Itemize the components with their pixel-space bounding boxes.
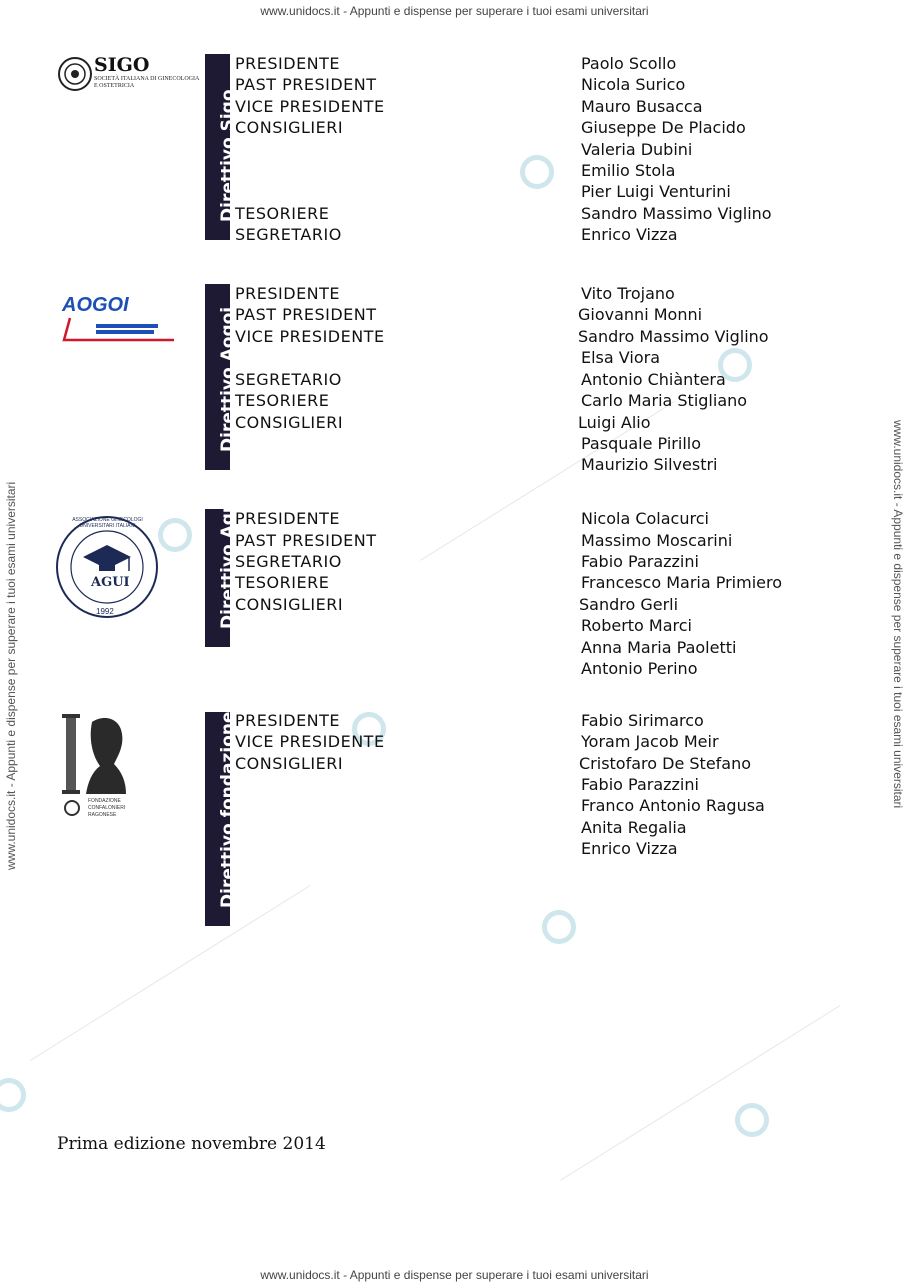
edition-note: Prima edizione novembre 2014 [57, 1134, 326, 1154]
member-name: Vito Trojano [581, 284, 675, 303]
member-name: Luigi Alio [578, 413, 651, 432]
role-label: VICE PRESIDENTE [235, 732, 385, 751]
section-fondazione [0, 710, 909, 930]
role-label: PRESIDENTE [235, 711, 341, 730]
role-label: CONSIGLIERI [235, 754, 344, 773]
role-label: PAST PRESIDENT [235, 305, 377, 324]
watermark-line [560, 1005, 840, 1181]
member-name: Yoram Jacob Meir [581, 732, 719, 751]
sigo-logo-text: SIGO [94, 54, 150, 76]
watermark-logo-icon [0, 1078, 26, 1112]
member-name: Franco Antonio Ragusa [581, 796, 765, 815]
role-label: SEGRETARIO [235, 225, 342, 244]
member-name: Cristofaro De Stefano [579, 754, 752, 773]
watermark-left: www.unidocs.it - Appunti e dispense per superare i tuoi esami universitari [4, 481, 18, 870]
member-name: Mauro Busacca [581, 97, 703, 116]
aogoi-logo-text: AOGOI [62, 294, 129, 316]
member-name: Anna Maria Paoletti [581, 638, 737, 657]
fondazione-logo-text: FONDAZIONE CONFALONIERI RAGONESE [88, 798, 126, 818]
member-name: Sandro Massimo Viglino [581, 204, 772, 223]
section-bar-sigo [205, 54, 238, 240]
member-name: Fabio Parazzini [581, 775, 699, 794]
agui-logo-ring: ASSOCIAZIONE GINECOLOGI UNIVERSITARI ITALIANI [72, 517, 143, 529]
role-label: VICE PRESIDENTE [235, 327, 385, 346]
section-bar-label: Direttivo Sigo [217, 89, 238, 222]
role-label: CONSIGLIERI [235, 595, 344, 614]
section-aogoi [0, 282, 909, 472]
section-bar-label: Direttivo fondazione [217, 711, 238, 908]
agui-seal-icon [55, 515, 160, 620]
agui-logo [55, 515, 160, 620]
section-bar-label: Direttivo Aogoi [217, 306, 238, 452]
member-name: Antonio Perino [581, 659, 698, 678]
role-label: SEGRETARIO [235, 370, 342, 389]
member-name: Francesco Maria Primiero [581, 573, 783, 592]
role-label: SEGRETARIO [235, 552, 342, 571]
watermark-bottom: www.unidocs.it - Appunti e dispense per superare i tuoi esami universitari [260, 1268, 649, 1282]
agui-logo-year: 1992 [96, 607, 114, 616]
role-label: PRESIDENTE [235, 284, 341, 303]
member-name: Roberto Marci [581, 616, 692, 635]
member-name: Paolo Scollo [581, 54, 677, 73]
member-name: Elsa Viora [581, 348, 660, 367]
aogoi-swoosh-icon [62, 316, 180, 346]
role-label: PRESIDENTE [235, 509, 341, 528]
watermark-right: www.unidocs.it - Appunti e dispense per superare i tuoi esami universitari [891, 420, 905, 809]
section-sigo [0, 52, 909, 242]
member-name: Enrico Vizza [581, 225, 678, 244]
member-name: Pasquale Pirillo [581, 434, 701, 453]
member-name: Enrico Vizza [581, 839, 678, 858]
watermark-logo-icon [735, 1103, 769, 1137]
member-name: Antonio Chiàntera [581, 370, 726, 389]
sigo-logo [57, 56, 207, 92]
section-bar-label: Direttivo Agui [217, 495, 238, 629]
fondazione-logo [60, 712, 140, 824]
member-name: Giovanni Monni [578, 305, 703, 324]
section-bar-agui [205, 495, 238, 647]
section-bar-aogoi [205, 284, 238, 470]
section-agui [0, 495, 909, 678]
role-label: TESORIERE [235, 391, 330, 410]
member-name: Valeria Dubini [581, 140, 693, 159]
agui-logo-text: AGUI [91, 575, 130, 590]
role-label: CONSIGLIERI [235, 413, 344, 432]
member-name: Anita Regalia [581, 818, 687, 837]
aogoi-logo [62, 294, 180, 346]
member-name: Giuseppe De Placido [581, 118, 746, 137]
member-name: Maurizio Silvestri [581, 455, 718, 474]
member-name: Nicola Colacurci [581, 509, 709, 528]
member-name: Nicola Surico [581, 75, 686, 94]
role-label: PAST PRESIDENT [235, 531, 377, 550]
member-name: Fabio Parazzini [581, 552, 699, 571]
role-label: PAST PRESIDENT [235, 75, 377, 94]
section-bar-fondazione [205, 711, 238, 926]
member-name: Carlo Maria Stigliano [581, 391, 748, 410]
role-label: CONSIGLIERI [235, 118, 344, 137]
role-label: VICE PRESIDENTE [235, 97, 385, 116]
member-name: Massimo Moscarini [581, 531, 733, 550]
role-label: PRESIDENTE [235, 54, 341, 73]
sigo-seal-icon [57, 56, 93, 92]
role-label: TESORIERE [235, 204, 330, 223]
sigo-logo-subtitle: SOCIETÀ ITALIANA DI GINECOLOGIA E OSTETRICIA [94, 76, 200, 89]
member-name: Sandro Gerli [579, 595, 679, 614]
member-name: Emilio Stola [581, 161, 676, 180]
member-name: Pier Luigi Venturini [581, 182, 731, 201]
member-name: Sandro Massimo Viglino [578, 327, 769, 346]
watermark-top: www.unidocs.it - Appunti e dispense per superare i tuoi esami universitari [260, 4, 649, 18]
role-label: TESORIERE [235, 573, 330, 592]
member-name: Fabio Sirimarco [581, 711, 704, 730]
